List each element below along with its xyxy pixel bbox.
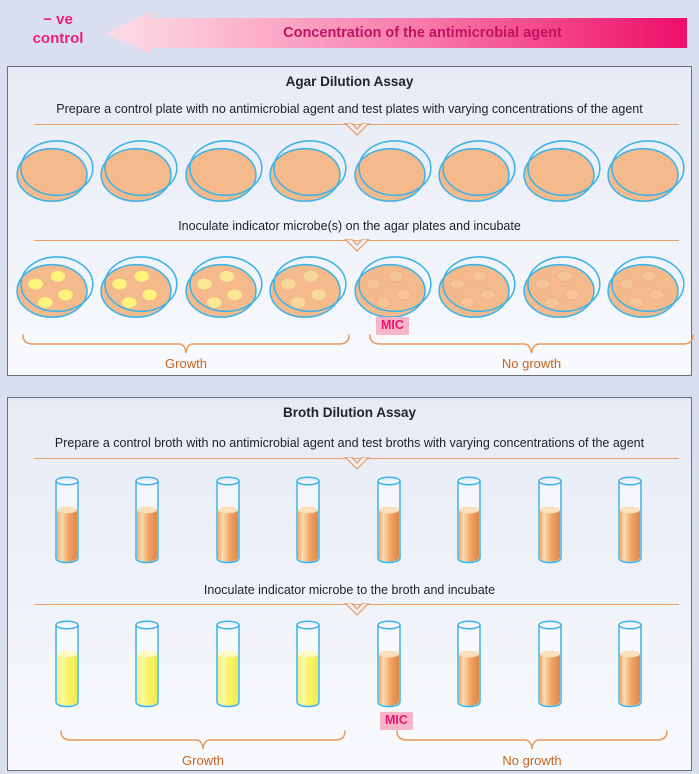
petri-dish	[436, 139, 516, 205]
petri-dish	[98, 139, 178, 205]
test-tube	[212, 474, 244, 566]
petri-dish	[183, 255, 263, 321]
agar-step2-text: Inoculate indicator microbe(s) on the agar plates and incubate	[178, 219, 521, 233]
test-tube	[131, 618, 163, 710]
down-arrow-icon	[344, 457, 370, 471]
agar-step1-text: Prepare a control plate with no antimicrobial agent and test plates with varying concentrations of the agent	[56, 102, 643, 116]
down-arrow-icon	[344, 603, 370, 617]
broth-tubes-row-1	[51, 474, 646, 566]
broth-dilution-panel	[7, 397, 692, 771]
petri-dish	[605, 139, 685, 205]
test-tube	[534, 474, 566, 566]
test-tube	[373, 618, 405, 710]
petri-dish	[521, 139, 601, 205]
broth-step1-text: Prepare a control broth with no antimicrobial agent and test broths with varying concentrations of the agent	[54, 436, 645, 450]
agar-plates-row-2	[14, 255, 685, 321]
concentration-arrow-label: Concentration of the antimicrobial agent	[283, 25, 562, 41]
no-growth-brace	[369, 333, 694, 357]
no-growth-brace	[396, 729, 668, 753]
broth-panel-title: Broth Dilution Assay	[282, 405, 416, 420]
agar-plates-row-1	[14, 139, 685, 205]
negative-control-line2: control	[32, 29, 84, 47]
petri-dish	[183, 139, 263, 205]
growth-brace	[60, 729, 346, 753]
no-growth-label: No growth	[502, 753, 562, 768]
test-tube	[51, 618, 83, 710]
flow-divider	[34, 124, 679, 140]
test-tube	[614, 474, 646, 566]
test-tube	[212, 618, 244, 710]
growth-label: Growth	[182, 753, 224, 768]
test-tube	[534, 618, 566, 710]
petri-dish	[521, 255, 601, 321]
negative-control-label	[16, 11, 100, 49]
petri-dish	[605, 255, 685, 321]
mic-badge: MIC	[376, 317, 409, 335]
agar-panel-title: Agar Dilution Assay	[285, 74, 414, 89]
petri-dish	[14, 255, 94, 321]
petri-dish	[436, 255, 516, 321]
concentration-arrow	[104, 10, 689, 56]
flow-divider	[34, 240, 679, 256]
test-tube	[292, 618, 324, 710]
test-tube	[614, 618, 646, 710]
petri-dish	[352, 139, 432, 205]
petri-dish	[267, 255, 347, 321]
negative-control-line1: − ve	[43, 11, 73, 28]
down-arrow-icon	[344, 239, 370, 253]
mic-badge: MIC	[380, 712, 413, 730]
petri-dish	[98, 255, 178, 321]
test-tube	[453, 618, 485, 710]
test-tube	[292, 474, 324, 566]
no-growth-label: No growth	[501, 356, 562, 371]
test-tube	[131, 474, 163, 566]
petri-dish	[14, 139, 94, 205]
growth-label: Growth	[165, 356, 207, 371]
test-tube	[453, 474, 485, 566]
petri-dish	[267, 139, 347, 205]
growth-brace	[22, 333, 350, 357]
flow-divider	[34, 458, 679, 474]
top-banner	[0, 0, 699, 64]
petri-dish	[352, 255, 432, 321]
test-tube	[373, 474, 405, 566]
down-arrow-icon	[344, 123, 370, 137]
agar-dilution-panel	[7, 66, 692, 376]
broth-step2-text: Inoculate indicator microbe to the broth and incubate	[203, 583, 496, 597]
broth-tubes-row-2	[51, 618, 646, 710]
test-tube	[51, 474, 83, 566]
